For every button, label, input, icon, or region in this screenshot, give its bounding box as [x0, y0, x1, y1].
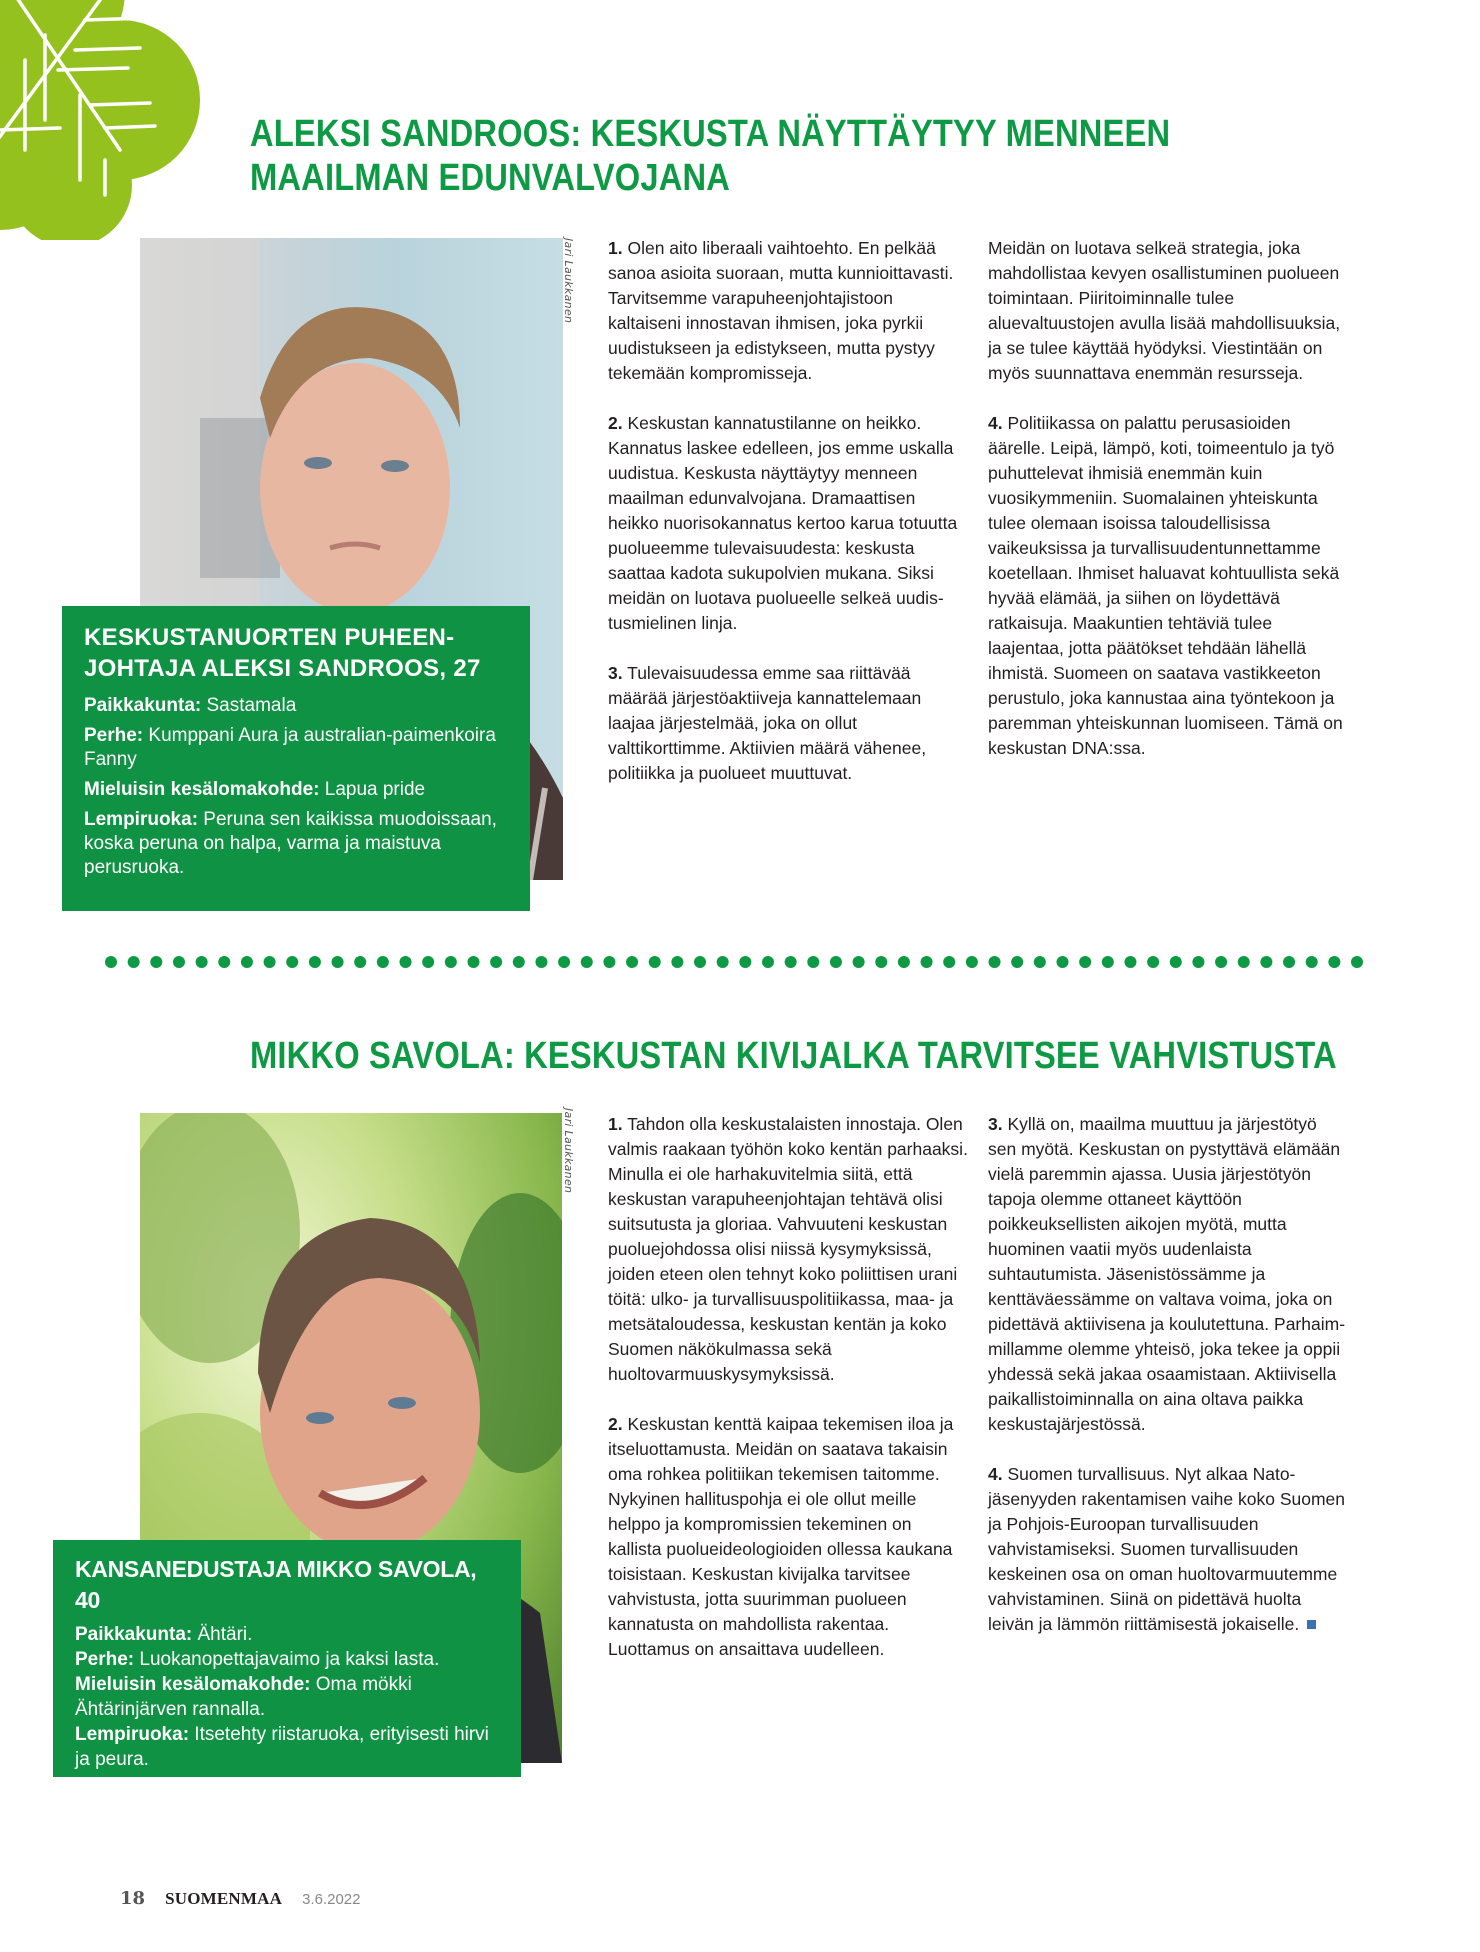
divider-dot — [603, 956, 615, 968]
field-value: Ähtäri. — [192, 1624, 253, 1645]
dotted-divider — [104, 954, 1364, 970]
divider-dot — [422, 956, 434, 968]
answer-number: 1. — [608, 1114, 623, 1134]
answer-text: Kyllä on, maailma muuttuu ja järjestötyö sen myötä. Keskustan on pystyttävä elämään vielä paremmin ajassa. Uusia järjestötyön tapoja olemme ottaneet käyttöön poikkeuksellisten aikojen myötä, mutta huominen vaatii myös uudenlaista suhtautumista. Jäsenistössämme ja kenttäväessämme on valtava voima, joka on pidettävä aktiivisena ja koulutettuna. Parhaimmillamme olemme yhteisö, joka tekee ja oppii yhdessä sekä jakaa osaamistaan. Aktiivisella paikallistoiminnalla on aina oltava paikka keskustajärjestössä. — [988, 1114, 1346, 1434]
answer-number: 4. — [988, 1464, 1003, 1484]
profile-title: KANSANEDUSTAJA MIKKO SAVOLA, 40 — [75, 1556, 477, 1613]
profile-food — [75, 1722, 499, 1772]
text-column — [988, 1112, 1348, 1662]
divider-dot — [989, 956, 1001, 968]
divider-dot — [128, 956, 140, 968]
divider-dot — [785, 956, 797, 968]
divider-dot — [218, 956, 230, 968]
divider-dot — [377, 956, 389, 968]
divider-dot — [807, 956, 819, 968]
profile-title — [84, 622, 508, 684]
divider-dot — [105, 956, 117, 968]
divider-dot — [1124, 956, 1136, 968]
clover-leaf-icon — [0, 0, 240, 240]
divider-dot — [853, 956, 865, 968]
text-column — [608, 236, 968, 811]
field-value: Peruna sen kaikissa muodoissaan, koska peruna on halpa, varma ja maistuva perusruoka. — [84, 809, 497, 878]
photo-credit: Jari Laukkanen — [562, 238, 575, 324]
answer-paragraph — [608, 411, 968, 636]
profile-holiday — [75, 1672, 499, 1722]
field-value: Luokanopettajavaimo ja kaksi lasta. — [134, 1649, 440, 1670]
divider-dot — [1260, 956, 1272, 968]
divider-dot — [173, 956, 185, 968]
divider-dot — [1034, 956, 1046, 968]
profile-food — [84, 808, 508, 880]
divider-dot — [558, 956, 570, 968]
divider-dot — [1079, 956, 1091, 968]
divider-dot — [898, 956, 910, 968]
divider-dot — [1011, 956, 1023, 968]
divider-dot — [626, 956, 638, 968]
divider-dot — [671, 956, 683, 968]
divider-dot — [513, 956, 525, 968]
divider-dot — [921, 956, 933, 968]
field-label: Perhe: — [84, 725, 144, 746]
issue-date: 3.6.2022 — [302, 1891, 361, 1908]
page-footer — [120, 1888, 360, 1910]
divider-dot — [739, 956, 751, 968]
divider-dot — [400, 956, 412, 968]
answer-paragraph — [988, 1462, 1348, 1637]
divider-dot — [1283, 956, 1295, 968]
divider-dot — [1170, 956, 1182, 968]
headline-line: MAAILMAN EDUNVALVOJANA — [250, 157, 731, 199]
profile-hometown — [84, 694, 508, 718]
divider-dot — [649, 956, 661, 968]
field-label: Lempiruoka: — [75, 1724, 190, 1745]
answer-paragraph — [988, 236, 1348, 386]
answer-text: Keskustan kenttä kaipaa tekemisen iloa ja itseluottamusta. Meidän on saatava takaisin oma rohkea politiikan tekemisen taitomme. Nykyinen hallituspohja ei ole ollut meille helppo ja kompromissien tekeminen on kallista puolueideologioiden ollessa kaukana toisistaan. Keskustan kivijalka tarvitsee vahvistusta, jotta suurimman puolueen kannatusta on mahdollista rakentaa. Luottamus on ansaittava uudelleen. — [608, 1414, 954, 1659]
divider-dot — [354, 956, 366, 968]
divider-dot — [150, 956, 162, 968]
divider-dot — [1306, 956, 1318, 968]
divider-dot — [581, 956, 593, 968]
divider-dot — [241, 956, 253, 968]
field-value: Kumppani Aura ja australian-paimenkoira Fanny — [84, 725, 496, 770]
text-column — [988, 236, 1348, 786]
answer-text: Olen aito liberaali vaihtoehto. En pelkää sanoa asioita suoraan, mutta kunnioittavasti. Tarvitsemme varapuheenjohtajistoon kaltaiseni innostavan ihmisen, joka pyrkii uudistukseen ja edistykseen, mutta pystyy tekemään kompromisseja. — [608, 238, 954, 383]
answer-paragraph — [608, 661, 968, 786]
divider-dot — [1147, 956, 1159, 968]
divider-dot — [445, 956, 457, 968]
article-headline — [250, 112, 1170, 200]
divider-dot — [1215, 956, 1227, 968]
profile-box — [62, 606, 530, 911]
divider-dot — [286, 956, 298, 968]
field-label: Mieluisin kesälomakohde: — [75, 1674, 311, 1695]
divider-dot — [694, 956, 706, 968]
answer-text: Keskustan kannatustilanne on heikko. Kannatus laskee edelleen, jos emme uskalla uudistua. Keskusta näyttäytyy menneen maailman edunvalvojana. Dramaattisen heikko nuorisokannatus kertoo karua totuutta puolueemme tulevaisuudesta: keskusta saattaa kadota sukupolvien mukana. Siksi meidän on luotava puolueelle selkeä uudistusmielinen linja. — [608, 413, 958, 633]
end-mark-icon — [1307, 1620, 1316, 1629]
field-value: Oma mökki Ähtärinjärven rannalla. — [75, 1674, 412, 1720]
answer-text: Tulevaisuudessa emme saa riittävää määrää järjestöaktiiveja kannattelemaan laajaa järjestelmää, joka on ollut valttikorttimme. Aktiivien määrä vähenee, politiikka ja puolueet muuttuvat. — [608, 663, 927, 783]
answer-paragraph — [608, 1412, 968, 1662]
answer-text: Politiikassa on palattu perusasioiden äärelle. Leipä, lämpö, koti, toimeentulo ja työ puhuttelevat ihmisiä enemmän kuin vuosikymmeniin. Suomalainen yhteiskunta tulee olemaan isoissa taloudellisissa vaikeuksissa ja turvallisuudentunnettamme koetellaan. Ihmiset haluavat kohtuullista sekä hyvää elämää, ja siihen on löydettävä ratkaisuja. Maakuntien tehtäviä tulee laajentaa, jotta päätökset tehdään lähellä ihmistä. Suomeen on saatava vastikkeeton perustulo, joka kannustaa aina työntekoon ja paremman yhteiskunnan luomiseen. Tämä on keskustan DNA:ssa. — [988, 413, 1343, 758]
divider-dot — [717, 956, 729, 968]
answer-text: Suomen turvallisuus. Nyt alkaa Nato-jäsenyyden rakentamisen vaihe koko Suomen ja Pohjois-Euroopan turvallisuuden vahvistamiseksi. Suomen turvallisuuden keskeinen osa on oman huoltovarmuutemme vahvistaminen. Siinä on pidettävä huolta leivän ja lämmön riittämisestä jokaiselle. — [988, 1464, 1346, 1634]
photo-credit: Jari Laukkanen — [562, 1108, 575, 1194]
profile-hometown — [75, 1622, 499, 1647]
profile-family — [75, 1647, 499, 1672]
answer-paragraph — [608, 236, 968, 386]
profile-holiday — [84, 778, 508, 802]
answer-number: 1. — [608, 238, 623, 258]
divider-dot — [1238, 956, 1250, 968]
divider-dot — [830, 956, 842, 968]
divider-dot — [966, 956, 978, 968]
divider-dot — [1192, 956, 1204, 968]
divider-dot — [1056, 956, 1068, 968]
field-label: Paikkakunta: — [84, 695, 202, 716]
divider-dot — [1328, 956, 1340, 968]
answer-paragraph — [988, 1112, 1348, 1437]
answer-number: 3. — [608, 663, 623, 683]
divider-dot — [875, 956, 887, 968]
divider-dot — [467, 956, 479, 968]
divider-dot — [264, 956, 276, 968]
field-value: Itsetehty riistaruoka, erityisesti hirvi ja peura. — [75, 1724, 489, 1770]
answer-paragraph — [988, 411, 1348, 761]
answer-number: 4. — [988, 413, 1003, 433]
text-column — [608, 1112, 968, 1687]
divider-dot — [309, 956, 321, 968]
field-value: Sastamala — [201, 695, 297, 716]
divider-dot — [1102, 956, 1114, 968]
answer-number: 3. — [988, 1114, 1003, 1134]
answer-text: Meidän on luotava selkeä strategia, joka mahdollistaa kevyen osallistuminen puolueen toimintaan. Piiritoiminnalle tulee aluevaltuustojen avulla lisää mahdollisuuksia, ja se tulee käyttää hyödyksi. Viestintään on myös suunnattava enemmän resursseja. — [988, 238, 1341, 383]
profile-family — [84, 724, 508, 772]
profile-title-line: JOHTAJA ALEKSI SANDROOS, 27 — [84, 655, 481, 682]
answer-paragraph — [608, 1112, 968, 1387]
divider-dot — [490, 956, 502, 968]
field-label: Mieluisin kesälomakohde: — [84, 779, 320, 800]
headline-line: ALEKSI SANDROOS: KESKUSTA NÄYTTÄYTYY MENNEEN — [250, 113, 1171, 155]
divider-dot — [535, 956, 547, 968]
article-headline — [250, 1034, 1337, 1078]
divider-dot — [943, 956, 955, 968]
divider-dot — [762, 956, 774, 968]
answer-text: Tahdon olla keskustalaisten innostaja. Olen valmis raakaan työhön koko kentän parhaaksi. Minulla ei ole harhakuvitelmia siitä, että keskustan varapuheenjohtajan tehtävä olisi suitsutusta ja gloriaa. Vahvuuteni keskustan puoluejohdossa olisi niissä kysymyksissä, joiden eteen olen tehnyt koko poliittisen urani töitä: ulko- ja turvallisuuspolitiikassa, maa- ja metsätaloudessa, keskustan kentän ja koko Suomen näkökulmassa sekä huoltovarmuuskysymyksissä. — [608, 1114, 968, 1384]
field-label: Perhe: — [75, 1649, 135, 1670]
profile-title-line: KESKUSTANUORTEN PUHEEN- — [84, 624, 455, 651]
headline-line: MIKKO SAVOLA: KESKUSTAN KIVIJALKA TARVITSEE VAHVISTUSTA — [250, 1035, 1337, 1077]
field-label: Lempiruoka: — [84, 809, 199, 830]
answer-number: 2. — [608, 413, 623, 433]
divider-dot — [1351, 956, 1363, 968]
divider-dot — [332, 956, 344, 968]
field-label: Paikkakunta: — [75, 1624, 193, 1645]
field-value: Lapua pride — [319, 779, 426, 800]
answer-number: 2. — [608, 1414, 623, 1434]
magazine-name: SUOMENMAA — [165, 1889, 283, 1908]
divider-dot — [196, 956, 208, 968]
page-number: 18 — [120, 1888, 146, 1909]
profile-box — [53, 1540, 521, 1777]
